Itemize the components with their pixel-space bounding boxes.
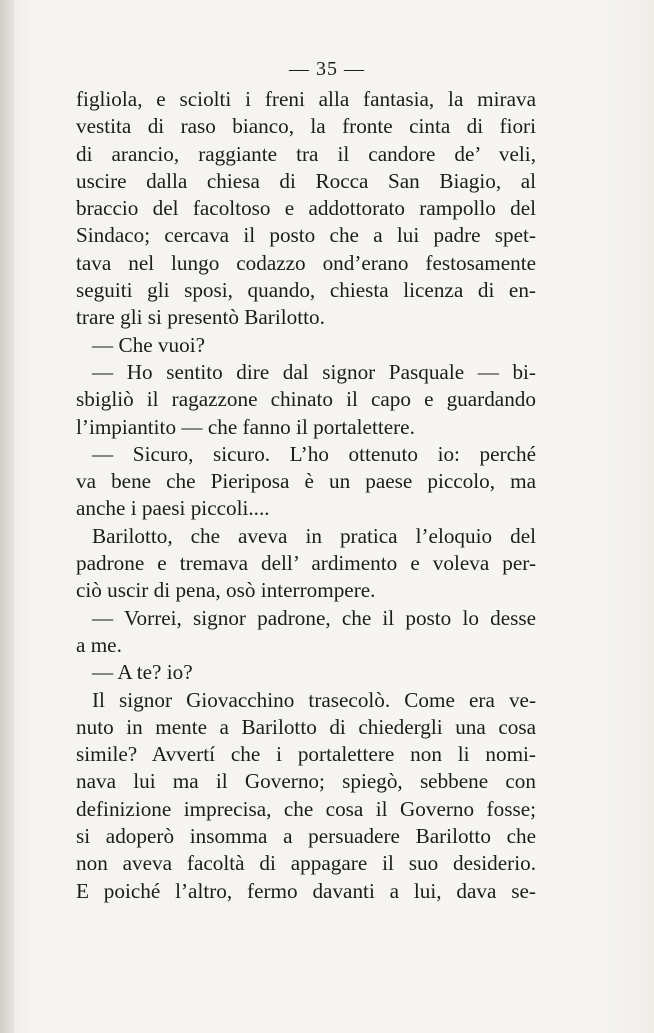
text-line: l’impiantito — che fanno il portalettere. xyxy=(76,414,415,439)
text-line: figliola, e sciolti i freni alla fantasia, la mirava xyxy=(76,87,536,111)
text-line: tava nel lungo codazzo ond’erano festosamente xyxy=(76,250,536,275)
text-line: — Sicuro, sicuro. L’ho ottenuto io: perché xyxy=(92,441,536,466)
text-line: uscire dalla chiesa di Rocca San Biagio, al xyxy=(76,168,536,193)
body-text xyxy=(76,86,536,905)
text-line: — Ho sentito dire dal signor Pasquale — bi- xyxy=(92,359,536,384)
text-line: nava lui ma il Governo; spiegò, sebbene con xyxy=(76,769,536,794)
text-line: — A te? io? xyxy=(92,660,193,685)
text-line: sbigliò il ragazzone chinato il capo e guardando xyxy=(76,387,536,412)
text-line: — Che vuoi? xyxy=(92,332,205,357)
text-line: Barilotto, che aveva in pratica l’eloquio del xyxy=(92,523,536,548)
text-line: nuto in mente a Barilotto di chiedergli una cosa xyxy=(76,714,536,739)
text-line: trare gli si presentò Barilotto. xyxy=(76,305,325,330)
text-line: Il signor Giovacchino trasecolò. Come era ve- xyxy=(92,687,536,712)
text-line: braccio del facoltoso e addottorato rampollo del xyxy=(76,196,536,221)
text-line: di arancio, raggiante tra il candore de’ veli, xyxy=(76,141,536,166)
text-line: padrone e tremava dell’ ardimento e voleva per- xyxy=(76,551,536,576)
page-spine-shadow xyxy=(0,0,14,1033)
text-line: si adoperò insomma a persuadere Barilotto che xyxy=(76,824,536,849)
text-line: seguiti gli sposi, quando, chiesta licenza di en- xyxy=(76,278,536,303)
text-line: va bene che Pieriposa è un paese piccolo, ma xyxy=(76,469,536,494)
text-line: non aveva facoltà di appagare il suo desiderio. xyxy=(76,851,536,876)
text-line: definizione imprecisa, che cosa il Governo fosse; xyxy=(76,796,536,821)
text-line: anche i paesi piccoli.... xyxy=(76,496,270,521)
text-line: ciò uscir di pena, osò interrompere. xyxy=(76,578,376,603)
text-line: — Vorrei, signor padrone, che il posto lo desse xyxy=(92,605,536,630)
text-line: vestita di raso bianco, la fronte cinta di fiori xyxy=(76,114,536,139)
text-line: Sindaco; cercava il posto che a lui padre spet- xyxy=(76,223,536,248)
page-number-header: — 35 — xyxy=(289,58,365,80)
text-line: a me. xyxy=(76,632,122,657)
text-line: E poiché l’altro, fermo davanti a lui, dava se- xyxy=(76,878,536,903)
text-line: simile? Avvertí che i portalettere non li nomi- xyxy=(76,742,536,767)
